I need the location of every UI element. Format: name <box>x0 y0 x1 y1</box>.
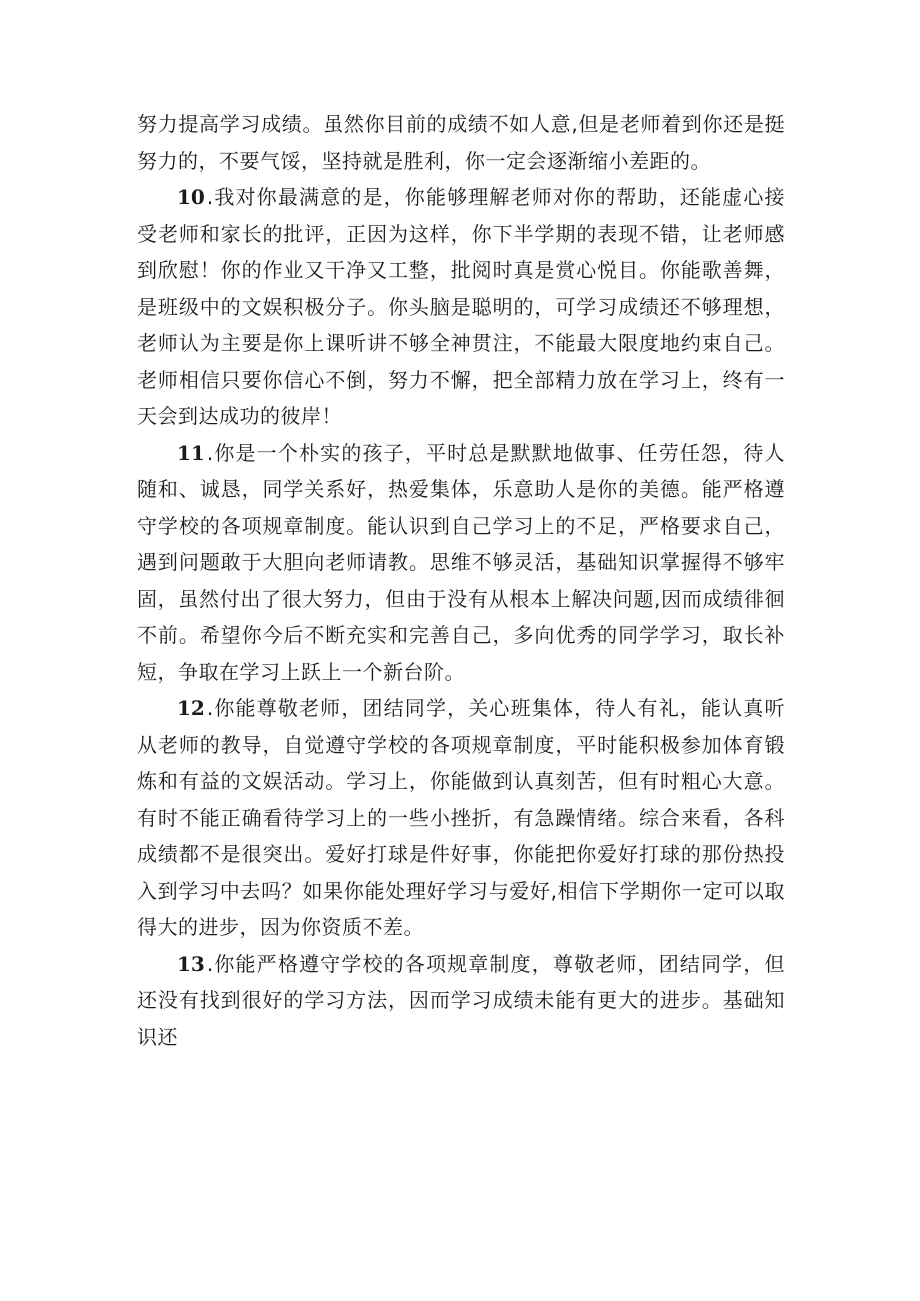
paragraph-number: 10 <box>177 185 205 209</box>
paragraph-text: .你能严格遵守学校的各项规章制度，尊敬老师，团结同学，但还没有找到很好的学习方法，因而学习成绩未能有更大的进步。基础知识还 <box>137 951 785 1049</box>
paragraph-text: .你能尊敬老师，团结同学，关心班集体，待人有礼，能认真听从老师的教导，自觉遵守学校的各项规章制度，平时能积极参加体育锻炼和有益的文娱活动。学习上，你能做到认真刻苦，但有时粗心大意。有时不能正确看待学习上的一些小挫折，有急躁情绪。综合来看，各科成绩都不是很突出。爱好打球是件好事，你能把你爱好打球的那份热投入到学习中去吗？如果你能处理好学习与爱好,相信下学期你一定可以取得大的进步，因为你资质不差。 <box>137 696 785 939</box>
paragraph-10 <box>137 179 785 435</box>
paragraph-text: 努力提高学习成绩。虽然你目前的成绩不如人意,但是老师着到你还是挺努力的，不要气馁，坚持就是胜利，你一定会逐渐缩小差距的。 <box>137 112 785 173</box>
paragraph-text: .你是一个朴实的孩子，平时总是默默地做事、任劳任怨，待人随和、诚恳，同学关系好，热爱集体，乐意助人是你的美德。能严格遵守学校的各项规章制度。能认识到自己学习上的不足，严格要求自己，遇到问题敢于大胆向老师请教。思维不够灵活，基础知识掌握得不够牢固，虽然付出了很大努力，但由于没有从根本上解决问题,因而成绩徘徊不前。希望你今后不断充实和完善自己，多向优秀的同学学习，取长补短，争取在学习上跃上一个新台阶。 <box>137 440 785 684</box>
paragraph-12 <box>137 690 785 946</box>
paragraph-number: 12 <box>177 696 205 720</box>
paragraph-13 <box>137 946 785 1056</box>
paragraph-11 <box>137 435 785 691</box>
paragraph-text: .我对你最满意的是，你能够理解老师对你的帮助，还能虚心接受老师和家长的批评，正因为这样，你下半学期的表现不错，让老师感到欣慰！你的作业又干净又工整，批阅时真是赏心悦目。你能歌善舞，是班级中的文娱积极分子。你头脑是聪明的，可学习成绩还不够理想，老师认为主要是你上课听讲不够全神贯注，不能最大限度地约束自己。老师相信只要你信心不倒，努力不懈，把全部精力放在学习上，终有一天会到达成功的彼岸！ <box>137 185 785 428</box>
paragraph-9-continued <box>137 106 785 179</box>
document-body <box>137 106 785 1055</box>
paragraph-number: 13 <box>177 951 205 976</box>
paragraph-number: 11 <box>177 440 205 465</box>
